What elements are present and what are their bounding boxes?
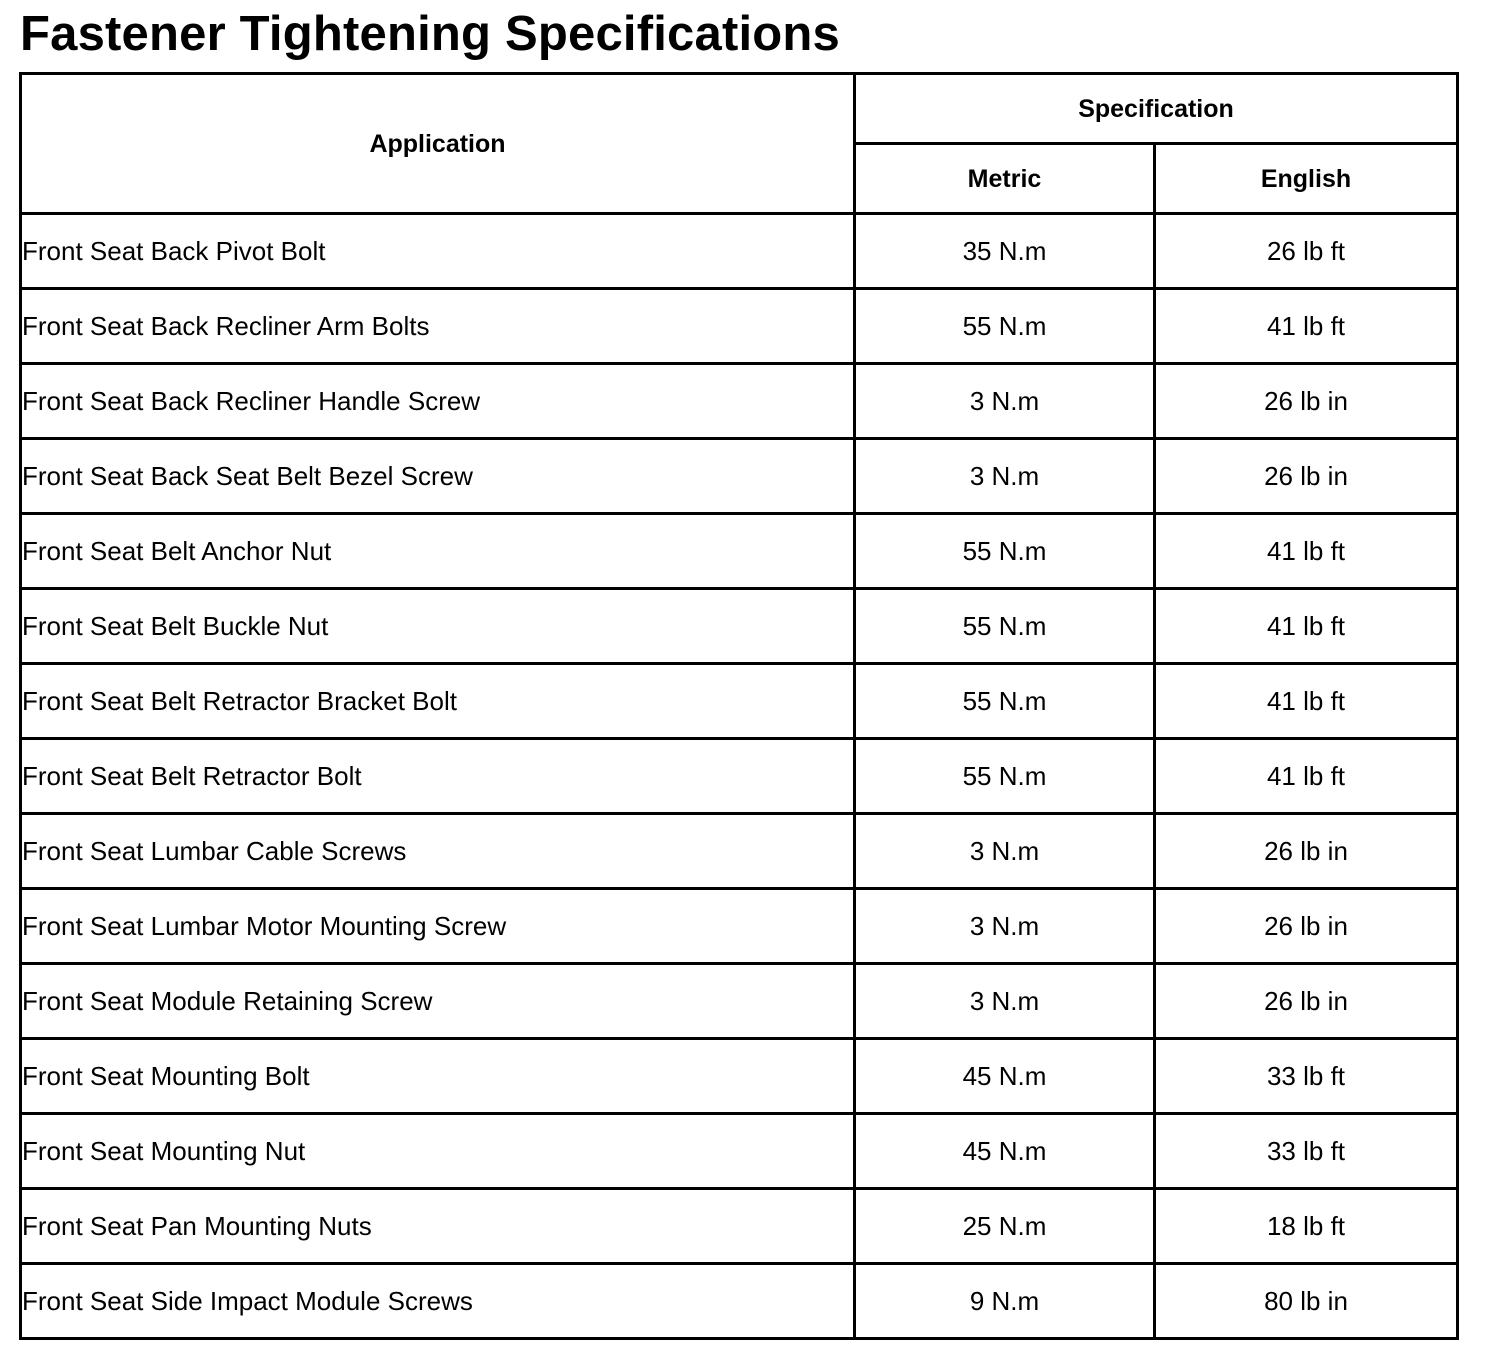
- application-cell: Front Seat Belt Anchor Nut: [21, 514, 855, 589]
- application-cell: Front Seat Back Seat Belt Bezel Screw: [21, 439, 855, 514]
- english-cell: 33 lb ft: [1155, 1114, 1458, 1189]
- column-header-specification: Specification: [855, 74, 1458, 144]
- table-row: [21, 514, 1458, 589]
- application-cell: Front Seat Belt Retractor Bolt: [21, 739, 855, 814]
- english-cell: 41 lb ft: [1155, 514, 1458, 589]
- table-row: [21, 664, 1458, 739]
- metric-cell: 45 N.m: [855, 1039, 1155, 1114]
- metric-cell: 55 N.m: [855, 589, 1155, 664]
- table-row: [21, 214, 1458, 289]
- table-row: [21, 1039, 1458, 1114]
- metric-cell: 45 N.m: [855, 1114, 1155, 1189]
- english-cell: 41 lb ft: [1155, 589, 1458, 664]
- application-cell: Front Seat Lumbar Cable Screws: [21, 814, 855, 889]
- table-row: [21, 439, 1458, 514]
- column-header-application: Application: [21, 74, 855, 214]
- application-cell: Front Seat Mounting Bolt: [21, 1039, 855, 1114]
- table-row: [21, 889, 1458, 964]
- english-cell: 26 lb in: [1155, 964, 1458, 1039]
- metric-cell: 3 N.m: [855, 964, 1155, 1039]
- table-row: [21, 1264, 1458, 1339]
- application-cell: Front Seat Side Impact Module Screws: [21, 1264, 855, 1339]
- application-cell: Front Seat Belt Retractor Bracket Bolt: [21, 664, 855, 739]
- page-title: Fastener Tightening Specifications: [20, 7, 840, 61]
- english-cell: 41 lb ft: [1155, 739, 1458, 814]
- metric-cell: 55 N.m: [855, 514, 1155, 589]
- metric-cell: 3 N.m: [855, 889, 1155, 964]
- english-cell: 18 lb ft: [1155, 1189, 1458, 1264]
- table-header-row: [21, 74, 1458, 144]
- english-cell: 26 lb in: [1155, 439, 1458, 514]
- english-cell: 26 lb ft: [1155, 214, 1458, 289]
- english-cell: 26 lb in: [1155, 814, 1458, 889]
- column-header-metric: Metric: [855, 144, 1155, 214]
- metric-cell: 35 N.m: [855, 214, 1155, 289]
- english-cell: 33 lb ft: [1155, 1039, 1458, 1114]
- table-row: [21, 1189, 1458, 1264]
- table-row: [21, 964, 1458, 1039]
- table-row: [21, 289, 1458, 364]
- application-cell: Front Seat Pan Mounting Nuts: [21, 1189, 855, 1264]
- application-cell: Front Seat Back Recliner Handle Screw: [21, 364, 855, 439]
- metric-cell: 55 N.m: [855, 739, 1155, 814]
- application-cell: Front Seat Module Retaining Screw: [21, 964, 855, 1039]
- application-cell: Front Seat Belt Buckle Nut: [21, 589, 855, 664]
- table-row: [21, 739, 1458, 814]
- metric-cell: 3 N.m: [855, 814, 1155, 889]
- metric-cell: 3 N.m: [855, 364, 1155, 439]
- table-row: [21, 364, 1458, 439]
- english-cell: 26 lb in: [1155, 889, 1458, 964]
- english-cell: 26 lb in: [1155, 364, 1458, 439]
- english-cell: 80 lb in: [1155, 1264, 1458, 1339]
- application-cell: Front Seat Back Pivot Bolt: [21, 214, 855, 289]
- fastener-spec-table: [19, 72, 1459, 1340]
- metric-cell: 25 N.m: [855, 1189, 1155, 1264]
- application-cell: Front Seat Mounting Nut: [21, 1114, 855, 1189]
- english-cell: 41 lb ft: [1155, 664, 1458, 739]
- metric-cell: 55 N.m: [855, 664, 1155, 739]
- table-row: [21, 1114, 1458, 1189]
- table-row: [21, 589, 1458, 664]
- application-cell: Front Seat Back Recliner Arm Bolts: [21, 289, 855, 364]
- application-cell: Front Seat Lumbar Motor Mounting Screw: [21, 889, 855, 964]
- english-cell: 41 lb ft: [1155, 289, 1458, 364]
- table-row: [21, 814, 1458, 889]
- column-header-english: English: [1155, 144, 1458, 214]
- metric-cell: 3 N.m: [855, 439, 1155, 514]
- metric-cell: 55 N.m: [855, 289, 1155, 364]
- metric-cell: 9 N.m: [855, 1264, 1155, 1339]
